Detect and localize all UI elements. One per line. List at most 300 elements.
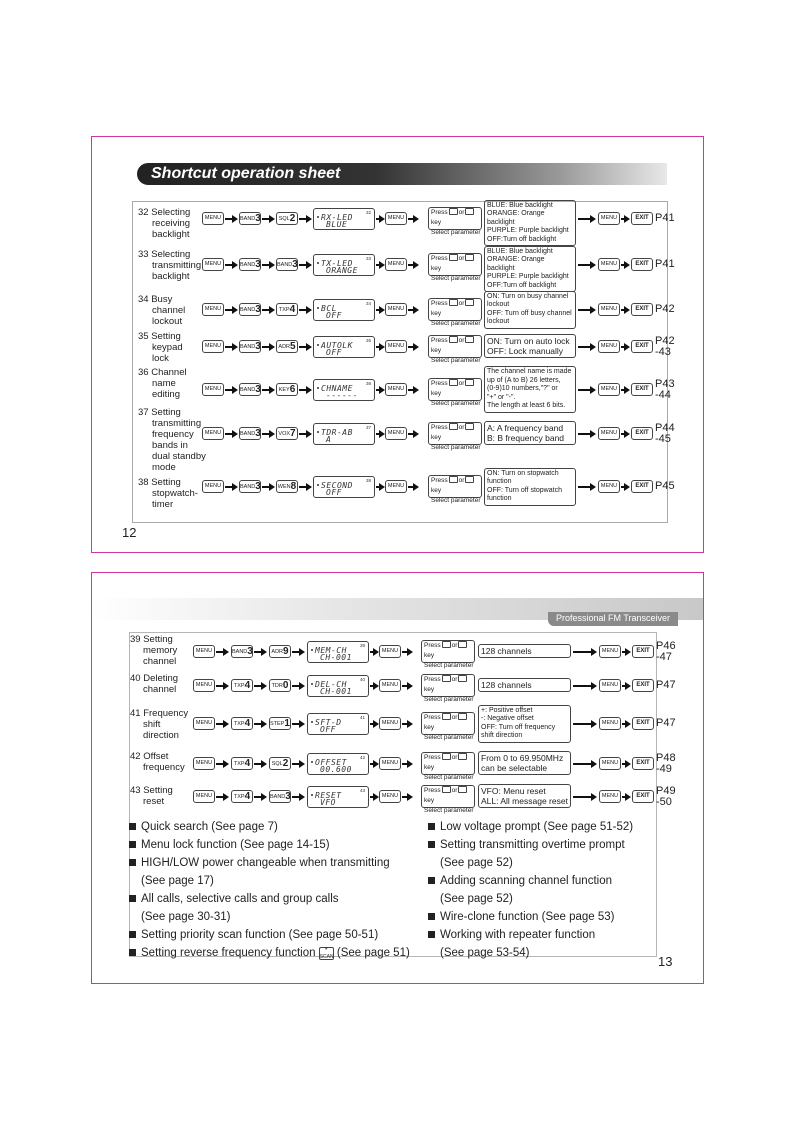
key-exit	[631, 427, 653, 440]
key-word: key	[424, 797, 435, 804]
lcd-menu-number: 43	[359, 788, 365, 793]
flow-arrow	[408, 486, 417, 488]
press-key-instruction	[428, 422, 482, 451]
key-menu	[598, 303, 620, 316]
feature-bullet	[129, 944, 419, 962]
feature-text: (See page 52)	[440, 893, 513, 905]
parameter-description	[478, 705, 571, 743]
press-key-instruction	[428, 475, 482, 504]
key-caption: MENU	[204, 343, 222, 349]
page-ref-line: -50	[656, 796, 672, 808]
flow-arrow	[621, 346, 628, 348]
flow-arrow	[376, 433, 383, 435]
page-number: 12	[122, 525, 137, 540]
key-caption: EXIT	[635, 261, 649, 267]
feature-bullet-continuation	[129, 908, 419, 926]
description-line: From 0 to 69.950MHz	[481, 753, 564, 763]
setting-label	[138, 249, 208, 282]
bullet-square-icon	[129, 841, 136, 848]
feature-text: Wire-clone function (See page 53)	[440, 911, 615, 923]
page-reference	[656, 786, 676, 808]
key-band	[276, 258, 298, 271]
up-arrow-icon	[442, 641, 451, 648]
key-caption: KEY	[278, 387, 290, 393]
description-line: OFF:Turn off backlight	[487, 235, 557, 243]
flow-arrow	[573, 796, 595, 798]
key-caption: TDR	[271, 683, 283, 689]
setting-label	[138, 407, 208, 473]
flow-arrow	[622, 685, 629, 687]
press-line	[431, 254, 481, 274]
description-line: BLUE: Blue backlight	[487, 201, 553, 209]
key-digit: 3	[255, 304, 261, 315]
key-wen	[276, 480, 298, 493]
or-word: or	[458, 300, 465, 307]
page-ref-line: P42	[655, 335, 675, 347]
key-word: key	[431, 487, 442, 494]
parameter-description	[484, 334, 576, 358]
key-digit: 0	[282, 680, 289, 691]
key-txp	[231, 757, 253, 770]
feature-text: Working with repeater function	[440, 929, 596, 941]
key-band	[239, 383, 261, 396]
down-arrow-icon	[465, 208, 474, 215]
description-line: can be selectable	[481, 763, 548, 773]
flow-arrow	[621, 218, 628, 220]
lcd-line-2: OFF	[320, 725, 336, 734]
flow-arrow	[254, 651, 265, 653]
press-key-instruction	[428, 335, 482, 364]
description-line: up of (A to B) 26 letters,	[487, 376, 561, 384]
feature-bullet-continuation	[428, 944, 658, 962]
feature-text: (See page 17)	[141, 875, 214, 887]
flow-arrow	[621, 486, 628, 488]
parameter-description	[484, 366, 576, 413]
flow-arrow	[299, 433, 310, 435]
description-line: 128 channels	[481, 646, 532, 656]
select-parameter-text: Select parameter	[424, 734, 474, 741]
flow-arrow	[408, 264, 417, 266]
feature-bullet	[428, 818, 658, 836]
up-arrow-icon	[449, 254, 458, 261]
label-line: 33 Selecting	[138, 249, 191, 260]
flow-arrow	[578, 389, 594, 391]
flow-arrow	[254, 685, 265, 687]
key-menu	[598, 480, 620, 493]
press-line	[424, 675, 474, 695]
page-reference	[655, 304, 675, 315]
setting-label	[130, 751, 200, 773]
down-arrow-icon	[458, 641, 467, 648]
lcd-display	[313, 254, 375, 276]
key-menu	[385, 212, 407, 225]
press-key-instruction	[428, 298, 482, 327]
flow-arrow	[578, 309, 594, 311]
feature-bullet-continuation	[428, 854, 658, 872]
key-caption: MENU	[204, 306, 222, 312]
key-menu	[598, 383, 620, 396]
key-digit: 3	[255, 384, 261, 395]
key-menu	[193, 757, 215, 770]
key-caption: BAND	[240, 307, 256, 313]
lcd-line-2: BLUE	[326, 220, 348, 229]
bullet-square-icon	[129, 895, 136, 902]
parameter-description	[478, 678, 571, 692]
key-digit: 6	[289, 384, 296, 395]
label-line: name	[152, 378, 176, 389]
lcd-display	[307, 713, 369, 735]
label-line: 34 Busy	[138, 294, 173, 305]
flow-arrow	[402, 796, 411, 798]
page-reference	[655, 423, 675, 445]
key-menu	[599, 645, 621, 658]
lcd-indicator-dot	[317, 262, 319, 264]
lcd-menu-number: 36	[365, 381, 371, 386]
key-caption: EXIT	[635, 430, 649, 436]
press-line	[424, 753, 474, 773]
key-menu	[202, 340, 224, 353]
lcd-indicator-dot	[311, 761, 313, 763]
down-arrow-icon	[458, 713, 467, 720]
page-reference	[655, 379, 675, 401]
feature-bullet	[129, 836, 419, 854]
description-line: OFF: Turn off frequency	[481, 723, 556, 731]
press-word: Press	[424, 714, 441, 721]
key-caption: BAND	[240, 431, 256, 437]
press-word: Press	[431, 477, 448, 484]
lcd-line-2: ORANGE	[326, 266, 358, 275]
key-menu	[202, 427, 224, 440]
lcd-line-1: AUTOLK	[321, 341, 353, 350]
label-line: 40 Deleting	[130, 673, 179, 684]
select-parameter-text: Select parameter	[424, 662, 474, 669]
label-line: transmitting	[152, 418, 202, 429]
feature-bullet	[129, 818, 419, 836]
key-txp	[231, 679, 253, 692]
flow-arrow	[262, 389, 273, 391]
key-caption: BAND	[240, 262, 256, 268]
page-ref-line: P46	[656, 640, 676, 652]
or-word: or	[458, 380, 465, 387]
description-line: PURPLE: Purple backlight	[487, 273, 569, 280]
lcd-menu-number: 32	[365, 210, 371, 215]
key-caption: WEN	[277, 484, 291, 490]
page-title: Shortcut operation sheet	[151, 165, 341, 182]
press-word: Press	[424, 676, 441, 683]
key-caption: TXP	[233, 721, 245, 727]
key-digit: 5	[290, 341, 296, 352]
flow-arrow	[225, 309, 236, 311]
press-key-instruction	[421, 640, 475, 669]
down-arrow-icon	[465, 299, 474, 306]
down-arrow-icon	[458, 753, 467, 760]
parameter-description	[484, 421, 576, 445]
page-reference	[655, 213, 675, 224]
label-line: bands in	[152, 440, 188, 451]
description-line: +: Positive offset	[481, 706, 533, 714]
label-line: 37 Setting	[138, 407, 181, 418]
flow-arrow	[216, 796, 227, 798]
select-parameter-text: Select parameter	[431, 497, 481, 504]
key-caption: MENU	[195, 682, 213, 688]
label-line: 36 Channel	[138, 367, 187, 378]
key-word: key	[431, 219, 442, 226]
feature-bullet	[129, 926, 419, 944]
scan-key-caption: SCAN	[319, 954, 334, 960]
label-line: dual standby	[152, 451, 206, 462]
key-word: key	[424, 724, 435, 731]
description-line: A: A frequency band	[487, 423, 564, 433]
label-line: 43 Setting	[130, 785, 173, 796]
press-key-instruction	[421, 785, 475, 814]
key-exit	[632, 757, 654, 770]
lcd-menu-number: 37	[365, 425, 371, 430]
label-line: 42 Offset	[130, 751, 169, 762]
description-line: OFF: Turn off stopwatch	[487, 486, 562, 494]
key-digit: 3	[255, 213, 261, 224]
key-caption: BAND	[240, 216, 256, 222]
label-line: reset	[143, 796, 165, 807]
flow-arrow	[262, 264, 273, 266]
feature-text: All calls, selective calls and group calls	[141, 893, 339, 905]
page-ref-line: P44	[655, 422, 675, 434]
key-caption: EXIT	[636, 682, 650, 688]
press-word: Press	[424, 642, 441, 649]
description-line: ON: Turn on busy channel	[487, 292, 569, 300]
bullet-square-icon	[129, 823, 136, 830]
lcd-line-1: TDR-AB	[321, 428, 353, 437]
key-caption: MENU	[387, 483, 405, 489]
flow-arrow	[225, 389, 236, 391]
press-word: Press	[431, 380, 448, 387]
key-word: key	[431, 310, 442, 317]
key-exit	[632, 790, 654, 803]
setting-label	[138, 331, 208, 364]
page-ref-line: -43	[655, 346, 671, 358]
key-menu	[598, 340, 620, 353]
lcd-line-1: DEL-CH	[315, 680, 347, 689]
key-menu	[599, 717, 621, 730]
label-line: 41 Frequency	[130, 708, 189, 719]
description-line: OFF:Turn off backlight	[487, 281, 557, 289]
bullet-square-icon	[428, 913, 435, 920]
key-digit: 4	[244, 680, 251, 691]
key-txp	[231, 790, 253, 803]
key-band	[239, 212, 261, 225]
lcd-line-2: ------	[326, 391, 358, 400]
feature-bullet	[428, 836, 658, 854]
label-line: backlight	[152, 229, 190, 240]
key-menu	[379, 790, 401, 803]
key-key	[276, 383, 298, 396]
down-arrow-icon	[465, 336, 474, 343]
key-sql	[276, 212, 298, 225]
up-arrow-icon	[449, 379, 458, 386]
key-caption: MENU	[600, 215, 618, 221]
key-caption: EXIT	[635, 306, 649, 312]
flow-arrow	[622, 763, 629, 765]
lcd-menu-number: 41	[359, 715, 365, 720]
label-line: frequency	[143, 762, 185, 773]
lcd-line-2: A	[326, 435, 332, 444]
key-digit: 9	[283, 646, 289, 657]
description-line: -: Negative offset	[481, 715, 534, 722]
key-caption: EXIT	[635, 483, 649, 489]
flow-arrow	[376, 346, 383, 348]
key-digit: 3	[292, 259, 298, 270]
lcd-line-2: OFF	[326, 311, 342, 320]
page-number: 13	[658, 954, 673, 969]
lcd-line-2: 00.600	[320, 765, 352, 774]
key-band	[231, 645, 253, 658]
flow-arrow	[573, 723, 595, 725]
or-word: or	[451, 714, 458, 721]
key-caption: EXIT	[636, 648, 650, 654]
key-caption: MENU	[601, 648, 619, 654]
flow-arrow	[408, 218, 417, 220]
page-ref-line: P49	[656, 785, 676, 797]
key-caption: MENU	[195, 648, 213, 654]
key-menu	[379, 757, 401, 770]
key-sql	[269, 757, 291, 770]
key-band	[239, 303, 261, 316]
lcd-line-1: CHNAME	[321, 384, 353, 393]
feature-text: (See page 52)	[440, 857, 513, 869]
description-line: ALL: All message reset	[481, 796, 568, 806]
key-caption: MENU	[204, 386, 222, 392]
key-word: key	[431, 390, 442, 397]
label-line: memory	[143, 645, 178, 656]
press-word: Press	[424, 754, 441, 761]
setting-label	[138, 477, 208, 510]
page-reference	[656, 680, 676, 691]
up-arrow-icon	[449, 423, 458, 430]
key-menu	[379, 717, 401, 730]
up-arrow-icon	[442, 713, 451, 720]
key-digit: 3	[255, 481, 261, 492]
description-line: OFF: Lock manually	[487, 346, 564, 356]
lcd-display	[313, 208, 375, 230]
lcd-indicator-dot	[317, 387, 319, 389]
flow-arrow	[225, 264, 236, 266]
key-menu	[385, 258, 407, 271]
label-line: 38 Setting	[138, 477, 181, 488]
key-caption: EXIT	[636, 720, 650, 726]
flow-arrow	[408, 309, 417, 311]
press-line	[424, 786, 474, 806]
label-line: receiving	[152, 218, 191, 229]
feature-bullet	[428, 926, 658, 944]
down-arrow-icon	[458, 786, 467, 793]
press-word: Press	[424, 787, 441, 794]
scan-key-symbol: *	[324, 947, 328, 954]
down-arrow-icon	[458, 675, 467, 682]
flow-arrow	[262, 346, 273, 348]
setting-label	[130, 634, 200, 667]
description-line: BLUE: Blue backlight	[487, 247, 553, 255]
lcd-line-2: CH-001	[320, 653, 352, 662]
feature-text: Setting priority scan function (See page 50-51)	[141, 929, 379, 941]
press-line	[431, 423, 481, 443]
key-digit: 7	[290, 428, 296, 439]
bullet-square-icon	[129, 931, 136, 938]
description-line: ORANGE: Orange backlight	[487, 256, 545, 272]
select-parameter-text: Select parameter	[431, 229, 481, 236]
key-menu	[379, 645, 401, 658]
flow-arrow	[262, 433, 273, 435]
description-line: function	[487, 478, 512, 485]
key-caption: MENU	[381, 760, 399, 766]
key-menu	[598, 212, 620, 225]
page-ref-line: -49	[656, 763, 672, 775]
or-word: or	[458, 477, 465, 484]
parameter-description	[484, 246, 576, 293]
page-ref-line: -44	[655, 389, 671, 401]
flow-arrow	[578, 346, 594, 348]
label-line: mode	[152, 462, 176, 473]
label-line: lock	[152, 353, 169, 364]
key-menu	[193, 679, 215, 692]
bullet-square-icon	[129, 949, 136, 956]
down-arrow-icon	[465, 379, 474, 386]
key-caption: MENU	[381, 720, 399, 726]
up-arrow-icon	[449, 476, 458, 483]
key-caption: MENU	[381, 648, 399, 654]
lcd-indicator-dot	[311, 794, 313, 796]
lcd-display	[313, 476, 375, 498]
description-line: lockout	[487, 318, 510, 325]
feature-text: (See page 51)	[333, 947, 410, 959]
press-line	[431, 336, 481, 356]
select-parameter-text: Select parameter	[424, 774, 474, 781]
lcd-display	[307, 753, 369, 775]
key-menu	[598, 427, 620, 440]
key-exit	[631, 212, 653, 225]
up-arrow-icon	[442, 786, 451, 793]
flow-arrow	[402, 685, 411, 687]
description-line: The length at least 6 bits.	[487, 402, 566, 410]
flow-arrow	[622, 723, 629, 725]
flow-arrow	[292, 763, 303, 765]
feature-text: (See page 30-31)	[141, 911, 231, 923]
feature-list-right	[428, 818, 658, 962]
down-arrow-icon	[465, 476, 474, 483]
flow-arrow	[299, 264, 310, 266]
page-reference	[656, 718, 676, 729]
description-line: The channel name is made	[487, 368, 572, 376]
key-caption: BAND	[240, 344, 256, 350]
key-menu	[202, 258, 224, 271]
key-digit: 3	[285, 791, 291, 802]
key-caption: MENU	[600, 483, 618, 489]
page-reference	[655, 481, 675, 492]
label-line: lockout	[152, 316, 183, 327]
flow-arrow	[622, 651, 629, 653]
key-word: key	[424, 764, 435, 771]
key-menu	[193, 717, 215, 730]
bullet-square-icon	[428, 841, 435, 848]
lcd-indicator-dot	[317, 484, 319, 486]
setting-label	[130, 785, 200, 807]
flow-arrow	[370, 723, 377, 725]
press-line	[431, 208, 481, 228]
flow-arrow	[292, 685, 303, 687]
lcd-indicator-dot	[317, 344, 319, 346]
key-digit: 4	[244, 791, 251, 802]
header-tag: Professional FM Transceiver	[548, 612, 678, 626]
key-caption: ADR	[278, 344, 291, 350]
flow-arrow	[402, 723, 411, 725]
